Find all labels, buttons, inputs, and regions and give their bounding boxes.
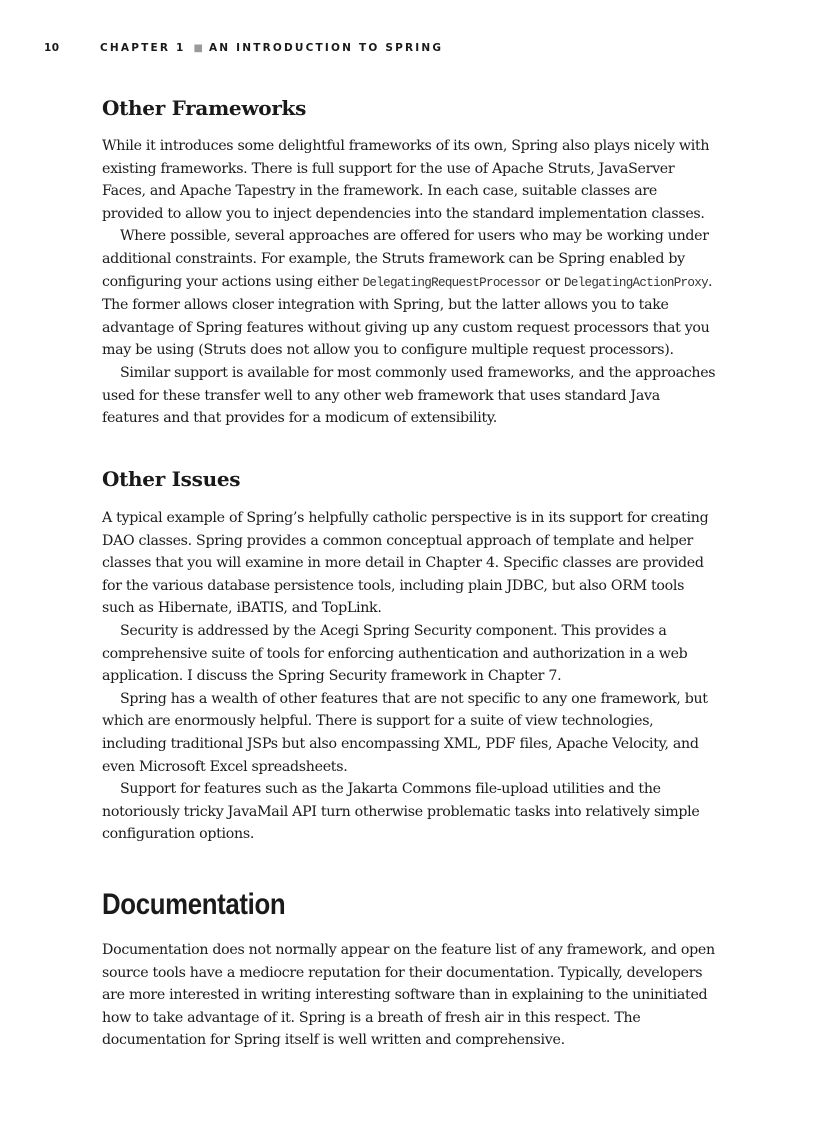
separator-glyph: ■ [193, 43, 203, 54]
code-delegating-action-proxy: DelegatingActionProxy [563, 275, 708, 290]
paragraph: Similar support is available for most commonly used frameworks, and the approaches used for these transfer well to any other web framework that uses standard Java features and that provides for a modicum of extensibility. [102, 364, 716, 427]
paragraph: A typical example of Spring’s helpfully catholic perspective is in its support for creating DAO classes. Spring provides a common conceptual approach of template and helper classes that you will examine in more detail in Chapter 4. Specific classes are provided for the various database persistence tools, including plain JDBC, but also ORM tools such as Hibernate, iBATIS, and TopLink. [102, 510, 709, 617]
paragraph-text: . The former allows closer integration with Spring, but the latter allows you to take advantage of Spring features without giving up any custom request processors that you may be using (Struts does not allow you to configure multiple request processors). [102, 273, 713, 359]
paragraph: Support for features such as the Jakarta Commons file-upload utilities and the notoriously tricky JavaMail API turn otherwise problematic tasks into relatively simple configuration options. [102, 781, 700, 843]
paragraph: Security is addressed by the Acegi Spring Security component. This provides a comprehensive suite of tools for enforcing authentication and authorization in a web application. I discuss the Spring Security framework in Chapter 7. [102, 622, 688, 685]
heading-other-frameworks: Other Frameworks [102, 96, 307, 120]
paragraph-struts [102, 225, 716, 362]
section-documentation [102, 939, 716, 1052]
code-delegating-request-processor: DelegatingRequestProcessor [362, 275, 541, 290]
paragraph: Spring has a wealth of other features that are not specific to any one framework, but which are enormously helpful. There is support for a suite of view technologies, including traditional JSPs but also encompassing XML, PDF files, Apache Velocity, and even Microsoft Excel spreadsheets. [102, 690, 708, 775]
page-number: 10 [44, 42, 60, 54]
heading-other-issues: Other Issues [102, 467, 241, 491]
paragraph-text: or [540, 273, 564, 290]
chapter-title: AN INTRODUCTION TO SPRING [208, 42, 444, 54]
paragraph: While it introduces some delightful frameworks of its own, Spring also plays nicely with existing frameworks. There is full support for the use of Apache Struts, JavaServer Faces, and Apache Tapestry in the framework. In each case, suitable classes are provided to allow you to inject dependencies into the standard implementation classes. [102, 138, 710, 222]
chapter-label: CHAPTER 1 [100, 42, 186, 54]
section-other-frameworks [102, 135, 716, 430]
paragraph-text: Where possible, several approaches are offered for users who may be working under additional constraints. For example, the Struts framework can be Spring enabled by configuring your actions using either [102, 228, 709, 290]
paragraph: Documentation does not normally appear on the feature list of any framework, and open source tools have a mediocre reputation for their documentation. Typically, developers are more interested in writing interesting software than in explaining to the uninitiated how to take advantage of it. Spring is a breath of fresh air in this respect. The documentation for Spring itself is well written and comprehensive. [102, 942, 715, 1049]
section-other-issues [102, 507, 716, 846]
running-header [44, 42, 776, 54]
heading-documentation: Documentation [102, 888, 286, 921]
